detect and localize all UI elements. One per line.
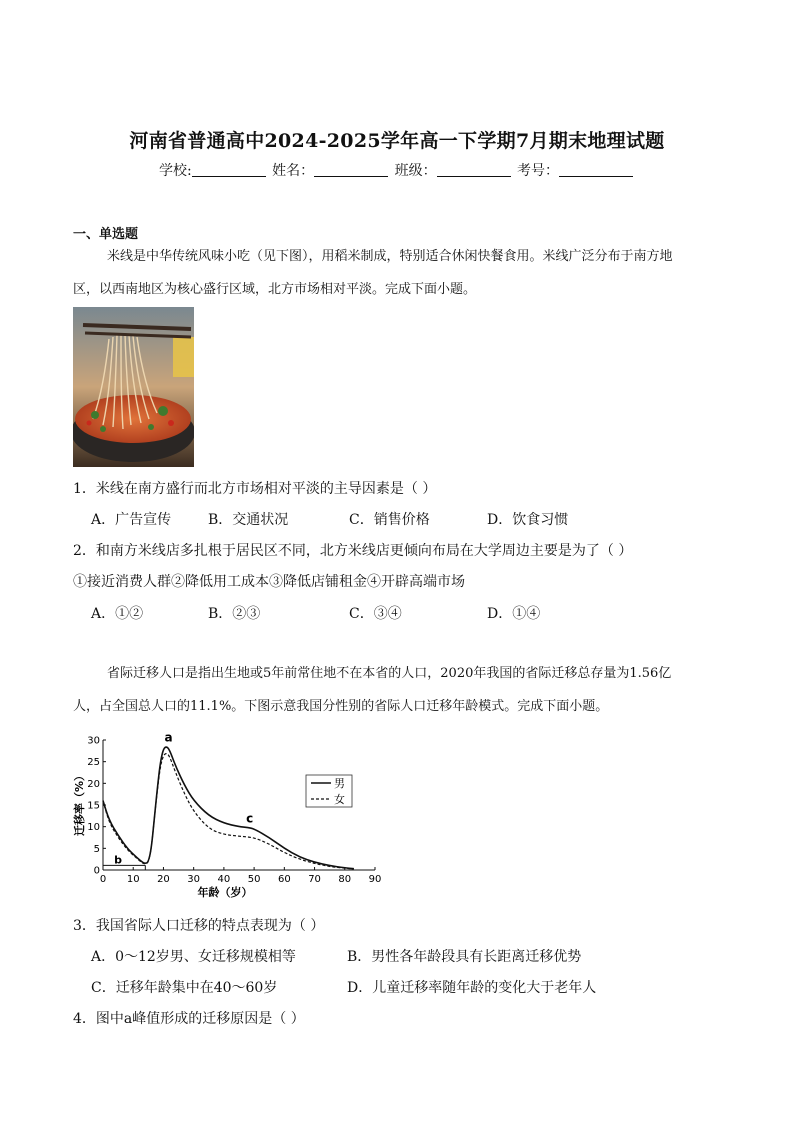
number-blank[interactable] bbox=[559, 162, 633, 177]
passage-2-line-1: 省际迁移人口是指出生地或5年前常住地不在本省的人口，2020年我国的省际迁移总存量为1.56亿 bbox=[107, 666, 672, 681]
q3-option-b[interactable]: B．男性各年龄段具有长距离迁移优势 bbox=[347, 949, 582, 965]
annotation-a-label: a bbox=[164, 730, 173, 745]
migration-age-chart bbox=[73, 728, 393, 908]
passage-1 bbox=[73, 240, 721, 306]
class-blank[interactable] bbox=[437, 162, 511, 177]
rice-noodle-photo bbox=[73, 307, 194, 467]
y-tick-label: 30 bbox=[87, 735, 100, 747]
q3-option-d[interactable]: D．儿童迁移率随年龄的变化大于老年人 bbox=[347, 980, 597, 996]
x-tick-label: 80 bbox=[338, 874, 352, 885]
q1-option-a[interactable]: A．广告宣传 bbox=[91, 512, 172, 528]
q2-option-b[interactable]: B．②③ bbox=[208, 606, 261, 622]
question-2-items: ①接近消费人群②降低用工成本③降低店铺租金④开辟高端市场 bbox=[73, 574, 465, 590]
x-tick-label: 0 bbox=[99, 874, 107, 885]
section-heading: 一、单选题 bbox=[73, 227, 139, 242]
y-tick-label: 0 bbox=[93, 865, 100, 877]
student-info-row bbox=[0, 160, 794, 180]
passage-2-line-2: 人，占全国总人口的11.1%。下图示意我国分性别的省际人口迁移年龄模式。完成下面小题。 bbox=[73, 699, 609, 714]
q2-option-a[interactable]: A．①② bbox=[91, 606, 144, 622]
y-tick-label: 15 bbox=[87, 800, 100, 812]
migration-chart-svg bbox=[73, 728, 393, 908]
x-tick-label: 20 bbox=[157, 874, 170, 885]
x-tick-label: 60 bbox=[277, 874, 291, 885]
name-label: 姓名： bbox=[272, 163, 315, 179]
question-1-stem: 1．米线在南方盛行而北方市场相对平淡的主导因素是（ ） bbox=[73, 481, 437, 497]
x-tick-label: 90 bbox=[368, 874, 382, 885]
x-axis-label: 年龄（岁） bbox=[197, 886, 253, 899]
x-tick-label: 10 bbox=[126, 874, 140, 885]
legend-female-label: 女 bbox=[334, 793, 345, 806]
annotation-c-label: c bbox=[246, 811, 254, 826]
question-2-stem: 2．和南方米线店多扎根于居民区不同，北方米线店更倾向布局在大学周边主要是为了（ ） bbox=[73, 543, 633, 559]
passage-1-line-1: 米线是中华传统风味小吃（见下图），用稻米制成，特别适合休闲快餐食用。米线广泛分布于南方地 bbox=[107, 249, 673, 264]
chart-legend bbox=[306, 775, 352, 807]
x-tick-label: 30 bbox=[187, 874, 201, 885]
q2-option-d[interactable]: D．①④ bbox=[487, 606, 541, 622]
series-line-male bbox=[103, 747, 354, 869]
question-4-stem: 4．图中a峰值形成的迁移原因是（ ） bbox=[73, 1011, 305, 1027]
x-tick-label: 40 bbox=[217, 874, 231, 885]
y-axis-label: 迁移率（%） bbox=[73, 769, 86, 837]
x-tick-label: 50 bbox=[247, 874, 261, 885]
q1-option-c[interactable]: C．销售价格 bbox=[349, 512, 430, 528]
series-line-female bbox=[103, 754, 354, 869]
y-tick-label: 20 bbox=[87, 778, 100, 790]
legend-box bbox=[306, 775, 352, 807]
question-3-stem: 3．我国省际人口迁移的特点表现为（ ） bbox=[73, 918, 325, 934]
q3-option-c[interactable]: C．迁移年龄集中在40～60岁 bbox=[91, 980, 278, 996]
y-tick-label: 5 bbox=[93, 843, 100, 855]
y-tick-label: 10 bbox=[87, 822, 100, 834]
name-blank[interactable] bbox=[314, 162, 388, 177]
page-title: 河南省普通高中2024-2025学年高一下学期7月期末地理试题 bbox=[129, 130, 665, 152]
q3-option-a[interactable]: A．0～12岁男、女迁移规模相等 bbox=[91, 949, 296, 965]
q1-option-b[interactable]: B．交通状况 bbox=[208, 512, 289, 528]
annotation-b-label: b bbox=[114, 853, 122, 867]
q2-option-c[interactable]: C．③④ bbox=[349, 606, 402, 622]
passage-2 bbox=[73, 657, 721, 723]
x-tick-label: 70 bbox=[308, 874, 321, 885]
school-label: 学校: bbox=[158, 163, 192, 179]
legend-male-label: 男 bbox=[334, 777, 345, 790]
passage-1-line-2: 区，以西南地区为核心盛行区域，北方市场相对平淡。完成下面小题。 bbox=[73, 282, 477, 297]
number-label: 考号： bbox=[517, 163, 560, 179]
q1-option-d[interactable]: D．饮食习惯 bbox=[487, 512, 569, 528]
y-tick-label: 25 bbox=[87, 757, 100, 769]
school-blank[interactable] bbox=[192, 162, 266, 177]
class-label: 班级： bbox=[394, 163, 437, 179]
